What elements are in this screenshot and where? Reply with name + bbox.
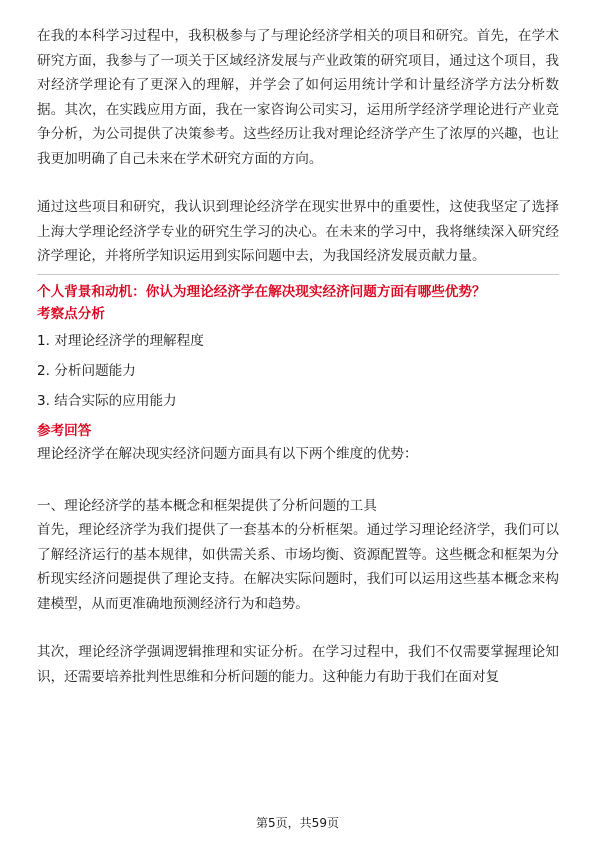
section-1-paragraph: 首先，理论经济学为我们提供了一套基本的分析框架。通过学习理论经济学，我们可以了解经济运行的基本规律，如供需关系、市场均衡、资源配置等。这些概念和框架为分析现实经济问题提供了理论支持。在解决实际问题时，我们可以运用这些基本概念来构建模型，从而更准确地预测经济行为和趋势。 bbox=[37, 522, 559, 612]
page-number: 第5页，共59页 bbox=[256, 816, 339, 830]
body-paragraph-1: 在我的本科学习过程中，我积极参与了与理论经济学相关的项目和研究。首先，在学术研究方面，我参与了一项关于区域经济发展与产业政策的研究项目，通过这个项目，我对经济学理论有了更深入的理解，并学会了如何运用统计学和计量经济学方法分析数据。其次，在实践应用方面，我在一家咨询公司实习，运用所学经济学理论进行产业竞争分析，为公司提供了决策参考。这些经历让我对理论经济学产生了浓厚的兴趣，也让我更加明确了自己未来在学术研究方面的方向。 bbox=[37, 28, 559, 167]
answer-intro: 理论经济学在解决现实经济问题方面具有以下两个维度的优势： bbox=[37, 445, 418, 462]
section-1-heading: 一、理论经济学的基本概念和框架提供了分析问题的工具 bbox=[37, 497, 377, 514]
question-title: 个人背景和动机：你认为理论经济学在解决现实经济问题方面有哪些优势？ bbox=[37, 283, 486, 300]
page-content bbox=[37, 24, 559, 689]
section-2-paragraph: 其次，理论经济学强调逻辑推理和实证分析。在学习过程中，我们不仅需要掌握理论知识，还需要培养批判性思维和分析问题的能力。这种能力有助于我们在面对复 bbox=[37, 644, 559, 685]
analysis-item-1: 1. 对理论经济学的理解程度 bbox=[37, 332, 204, 349]
analysis-item-2: 2. 分析问题能力 bbox=[37, 362, 136, 379]
analysis-item-3: 3. 结合实际的应用能力 bbox=[37, 392, 177, 409]
paragraph-spacer bbox=[37, 171, 559, 195]
answer-heading: 参考回答 bbox=[37, 422, 92, 439]
body-paragraph-2: 通过这些项目和研究，我认识到理论经济学在现实世界中的重要性，这使我坚定了选择上海大学理论经济学专业的研究生学习的决心。在未来的学习中，我将继续深入研究经济学理论，并将所学知识运用到实际问题中去，为我国经济发展贡献力量。 bbox=[37, 199, 559, 264]
paragraph-spacer bbox=[37, 616, 559, 640]
paragraph-spacer bbox=[37, 466, 559, 494]
analysis-heading: 考察点分析 bbox=[37, 305, 105, 322]
section-divider bbox=[37, 274, 559, 275]
